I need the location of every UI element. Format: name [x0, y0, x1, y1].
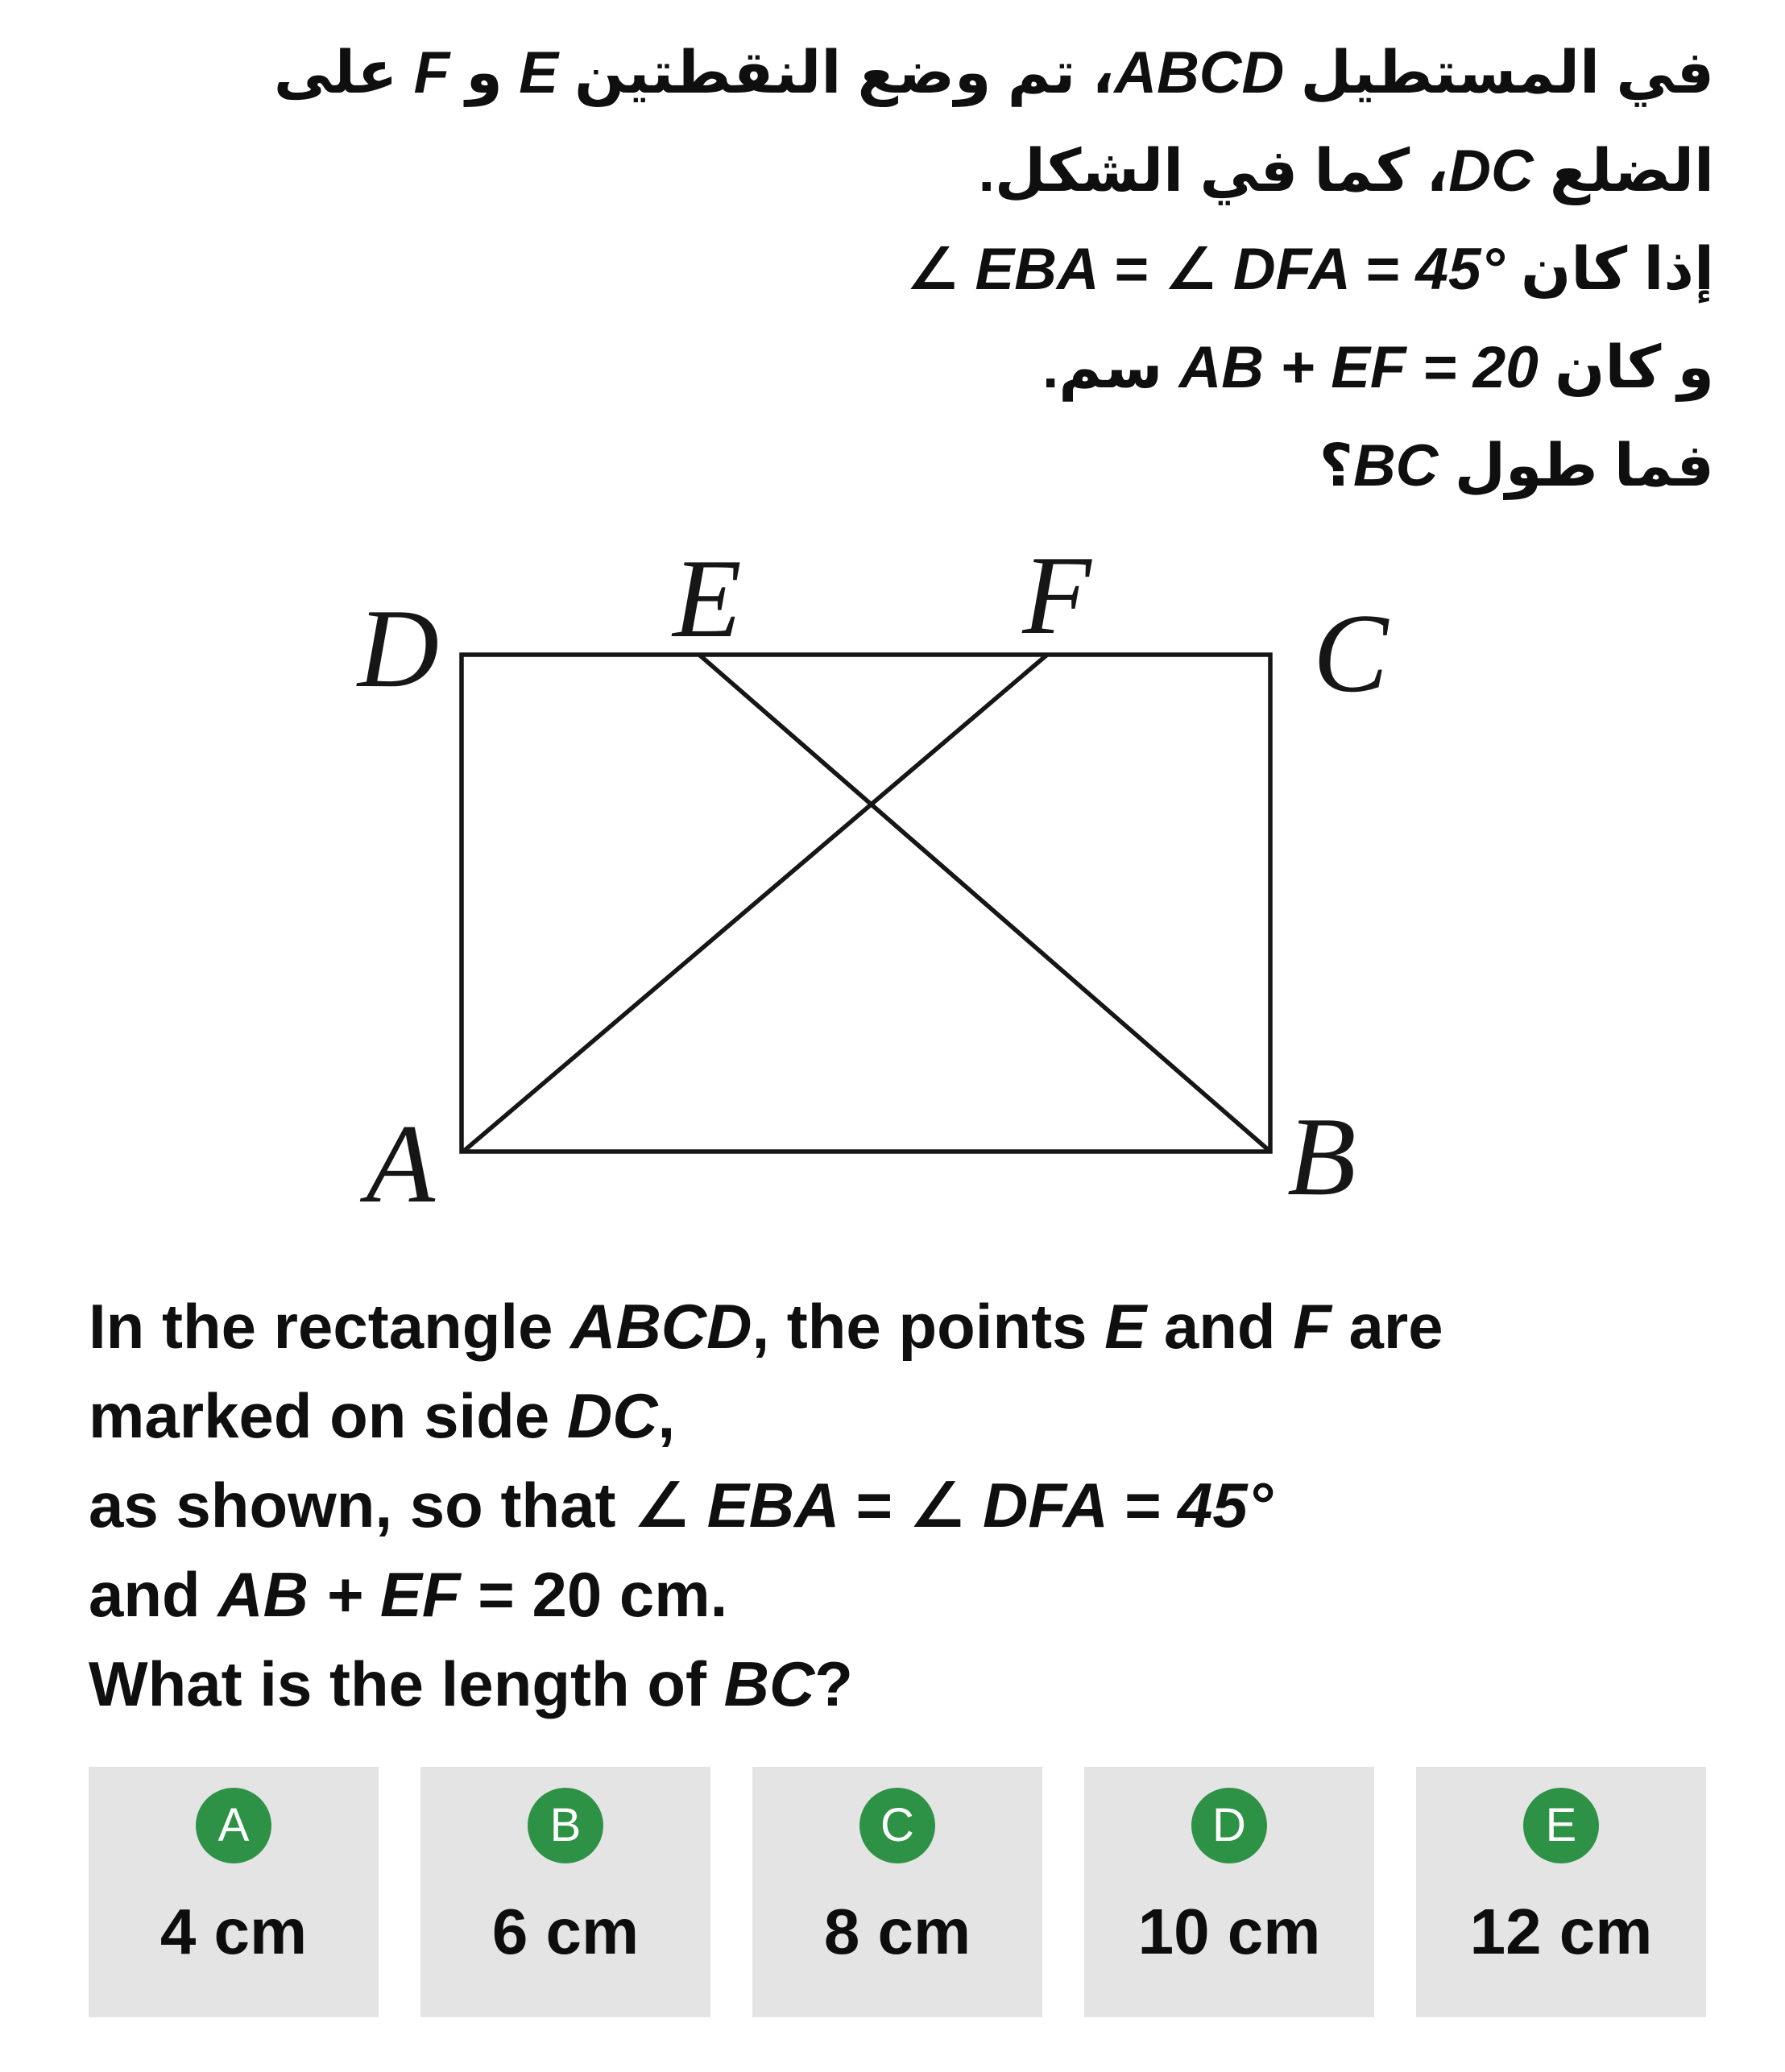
text-segment: و	[449, 40, 520, 105]
option-value: 8 cm	[823, 1896, 971, 1967]
arabic-question-block	[48, 24, 1714, 515]
option-letter-badge	[196, 1788, 271, 1863]
option-letter: D	[1212, 1799, 1246, 1851]
text-segment: and	[89, 1559, 218, 1630]
segment-eb	[699, 655, 1270, 1152]
text-segment: ,	[657, 1380, 676, 1451]
text-segment: الضلع	[1533, 139, 1714, 204]
text-segment: In the rectangle	[89, 1291, 571, 1362]
answer-option[interactable]	[89, 1767, 379, 2017]
vertex-label-b: B	[1287, 1094, 1356, 1219]
option-value: 12 cm	[1469, 1896, 1653, 1967]
math-segment: BC	[1352, 433, 1439, 498]
answer-option[interactable]	[1416, 1767, 1706, 2017]
text-segment: marked on side	[89, 1380, 567, 1451]
question-line	[48, 417, 1714, 515]
math-segment: ∠ EBA = ∠ DFA = 45°	[633, 1470, 1273, 1541]
text-segment: , the points	[752, 1291, 1105, 1362]
option-letter: E	[1545, 1799, 1577, 1851]
question-line	[89, 1371, 1753, 1461]
option-letter-badge	[1523, 1788, 1599, 1863]
english-question-block	[89, 1282, 1753, 1729]
math-segment: F	[413, 40, 450, 105]
answer-option[interactable]	[1084, 1767, 1374, 2017]
math-segment: AB + EF	[217, 1559, 461, 1630]
answer-option[interactable]	[752, 1767, 1042, 2017]
question-line	[48, 319, 1714, 417]
answer-options-row	[89, 1767, 1706, 2017]
vertex-label-e: E	[673, 536, 742, 661]
option-letter: C	[880, 1799, 914, 1851]
segment-fa	[463, 655, 1047, 1152]
option-value: 4 cm	[159, 1896, 308, 1967]
option-letter-badge	[528, 1788, 603, 1863]
math-segment: ABCD	[570, 1291, 752, 1362]
option-letter: A	[217, 1799, 250, 1851]
option-letter-badge	[859, 1788, 935, 1863]
text-segment: are	[1331, 1291, 1443, 1362]
option-letter: B	[549, 1799, 582, 1851]
text-segment: على	[273, 40, 414, 105]
text-segment: = 20 cm.	[460, 1559, 728, 1630]
math-segment: ABCD	[1114, 40, 1285, 105]
question-line	[48, 221, 1714, 319]
vertex-label-a: A	[366, 1102, 435, 1226]
question-line	[89, 1461, 1753, 1550]
option-letter-badge	[1191, 1788, 1267, 1863]
question-line	[89, 1640, 1753, 1729]
option-value: 6 cm	[491, 1896, 640, 1967]
question-line	[48, 122, 1714, 221]
question-line	[89, 1282, 1753, 1371]
text-segment: فما طول	[1438, 433, 1714, 498]
math-segment: DC	[1448, 139, 1534, 204]
math-segment: DC	[566, 1380, 658, 1451]
text-segment: إذا كان	[1504, 237, 1714, 302]
math-segment: ∠ EBA = ∠ DFA = 45°	[905, 237, 1505, 302]
question-line	[48, 24, 1714, 122]
text-segment: سم.	[1042, 335, 1179, 400]
text-segment: ، كما في الشكل.	[978, 139, 1449, 204]
math-segment: F	[1293, 1291, 1332, 1362]
text-segment: ?	[814, 1648, 853, 1719]
text-segment: and	[1146, 1291, 1294, 1362]
math-segment: AB + EF = 20	[1178, 335, 1539, 400]
math-segment: E	[1104, 1291, 1147, 1362]
vertex-label-f: F	[1022, 533, 1091, 658]
text-segment: في المستطيل	[1284, 40, 1714, 105]
math-segment: E	[519, 40, 558, 105]
vertex-label-d: D	[357, 586, 439, 711]
option-value: 10 cm	[1137, 1896, 1321, 1967]
text-segment: What is the length of	[89, 1648, 724, 1719]
answer-option[interactable]	[420, 1767, 710, 2017]
question-line	[89, 1550, 1753, 1640]
vertex-label-c: C	[1313, 591, 1389, 716]
rectangle-abcd	[462, 655, 1270, 1152]
text-segment: as shown, so that	[89, 1470, 634, 1541]
text-segment: ؟	[1319, 433, 1353, 498]
math-segment: BC	[723, 1648, 815, 1719]
text-segment: و كان	[1538, 335, 1714, 400]
text-segment: ، تم وضع النقطتين	[557, 40, 1115, 105]
